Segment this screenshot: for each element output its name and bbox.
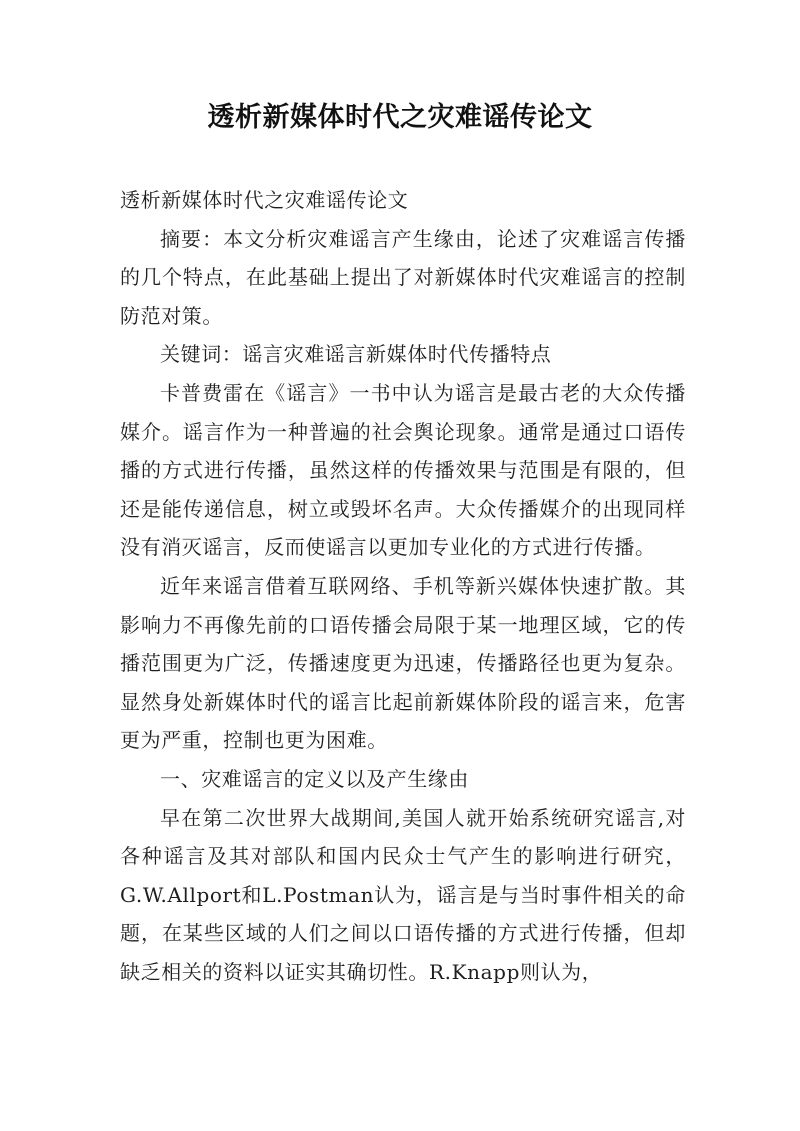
paragraph-abstract: 摘要：本文分析灾难谣言产生缘由，论述了灾难谣言传播的几个特点，在此基础上提出了对新媒体时代灾难谣言的控制防范对策。	[120, 226, 686, 328]
paragraph-intro-1: 卡普费雷在《谣言》一书中认为谣言是最古老的大众传播媒介。谣言作为一种普遍的社会舆论现象。通常是通过口语传播的方式进行传播，虽然这样的传播效果与范围是有限的，但还是能传递信息，树立或毁坏名声。大众传播媒介的出现同样没有消灭谣言，反而使谣言以更加专业化的方式进行传播。	[120, 380, 686, 560]
paragraph-section-1: 早在第二次世界大战期间,美国人就开始系统研究谣言,对各种谣言及其对部队和国内民众士气产生的影响进行研究，G.W.Allport和L.Postman认为，谣言是与当时事件相关的命题，在某些区域的人们之间以口语传播的方式进行传播，但却缺乏相关的资料以证实其确切性。R.Knapp则认为，	[120, 805, 686, 984]
paragraph-keywords: 关键词：谣言灾难谣言新媒体时代传播特点	[160, 342, 552, 367]
paragraph-intro-2: 近年来谣言借着互联网络、手机等新兴媒体快速扩散。其影响力不再像先前的口语传播会局限于某一地理区域，它的传播范围更为广泛，传播速度更为迅速，传播路径也更为复杂。显然身处新媒体时代的谣言比起前新媒体阶段的谣言来，危害更为严重，控制也更为困难。	[120, 573, 686, 753]
paragraph-subtitle: 透析新媒体时代之灾难谣传论文	[120, 188, 409, 212]
document-body	[120, 181, 686, 991]
document-title: 透析新媒体时代之灾难谣传论文	[207, 102, 593, 133]
section-heading-1: 一、灾难谣言的定义以及产生缘由	[160, 766, 469, 791]
